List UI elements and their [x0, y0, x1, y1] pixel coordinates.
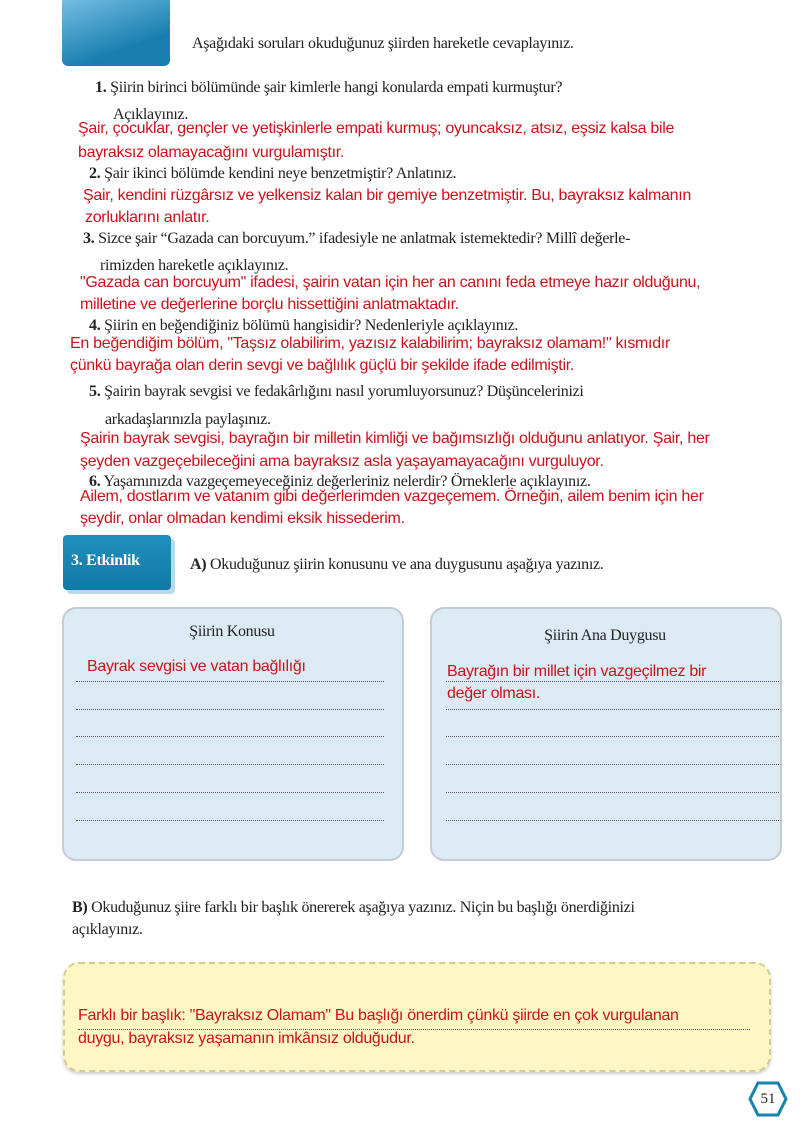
question-text: Şair ikinci bölümde kendini neye benzetmiştir? Anlatınız.: [104, 165, 457, 182]
emotion-card: [430, 607, 782, 861]
dotted-line: [446, 736, 779, 737]
dotted-line: [76, 764, 384, 765]
part-b-label: B): [72, 899, 88, 916]
part-b-instruction: [72, 899, 635, 917]
question-5-cont: arkadaşlarınızla paylaşınız.: [105, 411, 271, 428]
answer-5-line: Şairin bayrak sevgisi, bayrağın bir milletin kimliği ve bağımsızlığı olduğunu anlatıyor. Şair, her: [80, 430, 710, 447]
answer-2-line: Şair, kendini rüzgârsız ve yelkensiz kalan bir gemiye benzetmiştir. Bu, bayraksız kalmanın: [83, 187, 691, 204]
answer-5-line: şeyden vazgeçebileceğini ama bayraksız asla yaşayamayacağını vurguluyor.: [80, 453, 604, 470]
emotion-card-title: Şiirin Ana Duygusu: [544, 627, 666, 644]
part-a-label: A): [190, 556, 207, 573]
header-instruction: Aşağıdaki soruları okuduğunuz şiirden hareketle cevaplayınız.: [192, 35, 574, 52]
question-1: [95, 79, 562, 97]
answer-4-line: En beğendiğim bölüm, "Taşsız olabilirim, yazısız kalabilirim; bayraksız olamam!" kısmıdır: [70, 335, 670, 352]
question-number: 5.: [89, 383, 101, 400]
question-text: Şiirin birinci bölümünde şair kimlerle hangi konularda empati kurmuştur?: [110, 79, 563, 96]
part-a-text: Okuduğunuz şiirin konusunu ve ana duygusunu aşağıya yazınız.: [210, 556, 604, 573]
part-b-text: Okuduğunuz şiire farklı bir başlık önererek aşağıya yazınız. Niçin bu başlığı önerdiğinizi: [91, 899, 635, 916]
question-5: [89, 383, 584, 401]
question-2: [89, 165, 456, 183]
page-number: 51: [760, 1091, 776, 1107]
activity-label: 3. Etkinlik: [71, 552, 140, 569]
dotted-line: [446, 820, 779, 821]
dotted-line: [76, 820, 384, 821]
question-1-cont: Açıklayınız.: [113, 106, 189, 123]
question-text: Şairin bayrak sevgisi ve fedakârlığını nasıl yorumluyorsunuz? Düşüncelerinizi: [104, 383, 584, 400]
question-number: 1.: [95, 79, 107, 96]
dotted-line: [76, 709, 384, 710]
dotted-line: [446, 709, 779, 710]
part-b-text-cont: açıklayınız.: [72, 921, 143, 938]
topic-card: [62, 607, 404, 861]
emotion-answer-line[interactable]: Bayrağın bir millet için vazgeçilmez bir: [447, 663, 707, 680]
dotted-line: [76, 792, 384, 793]
topic-answer[interactable]: Bayrak sevgisi ve vatan bağlılığı: [87, 658, 306, 675]
answer-1-line: bayraksız olamayacağını vurgulamıştır.: [78, 144, 345, 161]
dotted-line: [76, 681, 384, 682]
answer-3-line: milletine ve değerlerine borçlu hissettiğini anlatmaktadır.: [80, 296, 459, 313]
title-answer-line[interactable]: Farklı bir başlık: "Bayraksız Olamam" Bu başlığı önerdim çünkü şiirde en çok vurgulanan: [78, 1007, 679, 1024]
topic-card-title: Şiirin Konusu: [189, 623, 275, 640]
dotted-line: [446, 764, 779, 765]
question-number: 2.: [89, 165, 101, 182]
dotted-line: [446, 792, 779, 793]
part-a-instruction: [190, 556, 603, 574]
answer-3-line: "Gazada can borcuyum" ifadesi, şairin vatan için her an canını feda etmeye hazır olduğunu,: [80, 274, 701, 291]
answer-4-line: çünkü bayrağa olan derin sevgi ve bağlılık güçlü bir şekilde ifade edilmiştir.: [70, 357, 574, 374]
question-number: 4.: [89, 317, 101, 334]
question-text: Şiirin en beğendiğiniz bölümü hangisidir? Nedenleriyle açıklayınız.: [104, 317, 519, 334]
question-number: 3.: [83, 230, 95, 247]
header-tab: [62, 0, 170, 66]
dotted-line: [76, 736, 384, 737]
question-3-cont: rimizden hareketle açıklayınız.: [100, 257, 289, 274]
title-answer-line[interactable]: duygu, bayraksız yaşamanın imkânsız olduğudur.: [78, 1030, 415, 1047]
answer-1-line: Şair, çocuklar, gençler ve yetişkinlerle empati kurmuş; oyuncaksız, atsız, eşsiz kalsa bile: [78, 120, 675, 137]
dotted-line: [446, 681, 779, 682]
question-number: 6.: [89, 473, 101, 490]
answer-6-line: şeydir, onlar olmadan kendimi eksik hissederim.: [80, 510, 405, 527]
question-text: Sizce şair “Gazada can borcuyum.” ifadesiyle ne anlatmak istemektedir? Millî değerle-: [98, 230, 631, 247]
answer-6-line: Ailem, dostlarım ve vatanım gibi değerlerimden vazgeçemem. Örneğin, ailem benim için her: [80, 488, 704, 505]
question-4: [89, 317, 518, 335]
answer-2-line: zorluklarını anlatır.: [85, 209, 210, 226]
question-3: [83, 230, 630, 248]
emotion-answer-line[interactable]: değer olması.: [447, 685, 541, 702]
question-text: Yaşamınızda vazgeçemeyeceğiniz değerleriniz nelerdir? Örneklerle açıklayınız.: [103, 473, 591, 490]
